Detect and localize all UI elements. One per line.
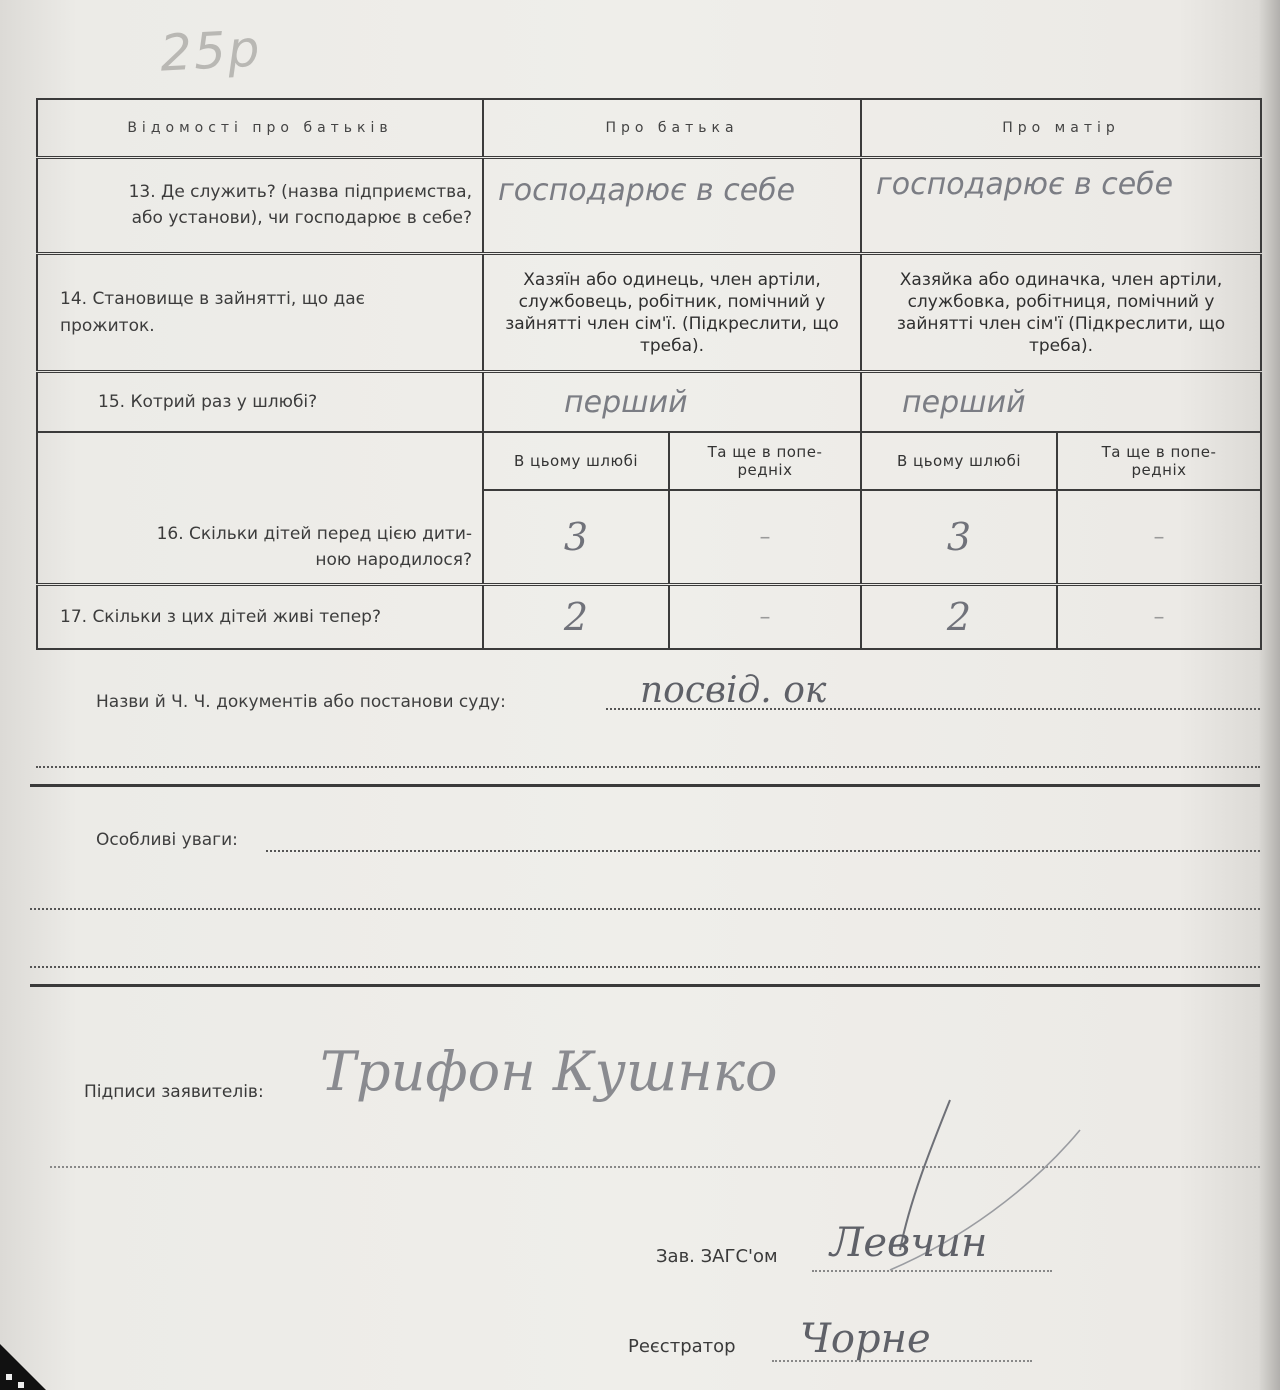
registrar-line bbox=[772, 1360, 1032, 1362]
head-signature: Левчин bbox=[830, 1220, 988, 1266]
pencil-page-number: 25р bbox=[158, 19, 263, 83]
q15-label: 15. Котрий раз у шлюбі? bbox=[37, 372, 483, 432]
registrar-signature: Чорне bbox=[800, 1316, 931, 1362]
subhead-father-prev bbox=[669, 432, 861, 490]
q15-mother-value: перший bbox=[861, 372, 1261, 432]
q14-label-line2: прожиток. bbox=[60, 315, 155, 336]
q17-father-prev: – bbox=[669, 585, 861, 649]
head-line bbox=[812, 1270, 1052, 1272]
q16-label-line1: 16. Скільки дітей перед цією дити- bbox=[156, 523, 472, 544]
q13-label-line1: 13. Де служить? (назва підприємства, bbox=[128, 182, 472, 203]
q17-label: 17. Скільки з цих дітей живі тепер? bbox=[37, 585, 483, 649]
q14-label bbox=[37, 254, 483, 372]
documents-line-2 bbox=[36, 766, 1260, 768]
header-info: Відомості про батьків bbox=[37, 99, 483, 157]
subhead-father-prev-line2: редніх bbox=[737, 461, 793, 480]
registrar-label: Реєстратор bbox=[628, 1336, 736, 1357]
subhead-mother-prev-line2: редніх bbox=[1131, 461, 1187, 480]
row-17 bbox=[37, 585, 1261, 649]
remarks-line-2 bbox=[30, 908, 1260, 910]
q13-father-value: господарює в себе bbox=[483, 157, 861, 253]
section-divider-1 bbox=[30, 784, 1260, 787]
q13-label-line2: або установи), чи господарює в себе? bbox=[131, 208, 472, 229]
q14-mother-options: Хазяйка або одиначка, член артіли, службовка, робітниця, помічний у зайнятті член сім'ї (Підкреслити, що треба). bbox=[861, 254, 1261, 372]
q16-father-this: 3 bbox=[483, 490, 669, 584]
film-corner-mark bbox=[0, 1330, 60, 1390]
header-father: Про батька bbox=[483, 99, 861, 157]
remarks-line-3 bbox=[30, 966, 1260, 968]
subhead-father-prev-line1: Та ще в попе- bbox=[707, 443, 823, 462]
signature-strokes bbox=[780, 1090, 1100, 1310]
q14-label-line1: 14. Становище в зайнятті, що дає bbox=[60, 289, 366, 310]
q16-father-prev: – bbox=[669, 490, 861, 584]
subhead-mother-this: В цьому шлюбі bbox=[861, 432, 1057, 490]
subhead-mother-prev bbox=[1057, 432, 1261, 490]
documents-value: посвід. ок bbox=[640, 670, 827, 711]
row-16-subheads bbox=[37, 432, 1261, 490]
parents-info-table bbox=[36, 98, 1262, 650]
row-14 bbox=[37, 254, 1261, 372]
remarks-label: Особливі уваги: bbox=[96, 830, 238, 850]
q16-mother-this: 3 bbox=[861, 490, 1057, 584]
subhead-mother-prev-line1: Та ще в попе- bbox=[1101, 443, 1217, 462]
remarks-line-1 bbox=[266, 850, 1260, 852]
q16-label bbox=[37, 432, 483, 585]
header-mother: Про матір bbox=[861, 99, 1261, 157]
q15-father-value: перший bbox=[483, 372, 861, 432]
q14-father-options: Хазяїн або одинець, член артіли, службовець, робітник, помічний у зайнятті член сім'ї. (Підкреслити, що треба). bbox=[483, 254, 861, 372]
q13-label bbox=[37, 157, 483, 253]
q17-mother-prev: – bbox=[1057, 585, 1261, 649]
applicant-signature: Трифон Кушнко bbox=[320, 1040, 778, 1103]
head-label: Зав. ЗАГС'ом bbox=[656, 1246, 778, 1267]
header-row bbox=[37, 99, 1261, 157]
row-13 bbox=[37, 157, 1261, 253]
row-15 bbox=[37, 372, 1261, 432]
subhead-father-this: В цьому шлюбі bbox=[483, 432, 669, 490]
applicants-label: Підписи заявителів: bbox=[84, 1082, 264, 1102]
section-divider-2 bbox=[30, 984, 1260, 987]
documents-label: Назви й Ч. Ч. документів або постанови суду: bbox=[96, 692, 506, 712]
q16-label-line2: ною народилося? bbox=[315, 549, 472, 570]
q13-mother-value: господарює в себе bbox=[861, 157, 1261, 253]
q17-mother-this: 2 bbox=[861, 585, 1057, 649]
q17-father-this: 2 bbox=[483, 585, 669, 649]
q16-mother-prev: – bbox=[1057, 490, 1261, 584]
